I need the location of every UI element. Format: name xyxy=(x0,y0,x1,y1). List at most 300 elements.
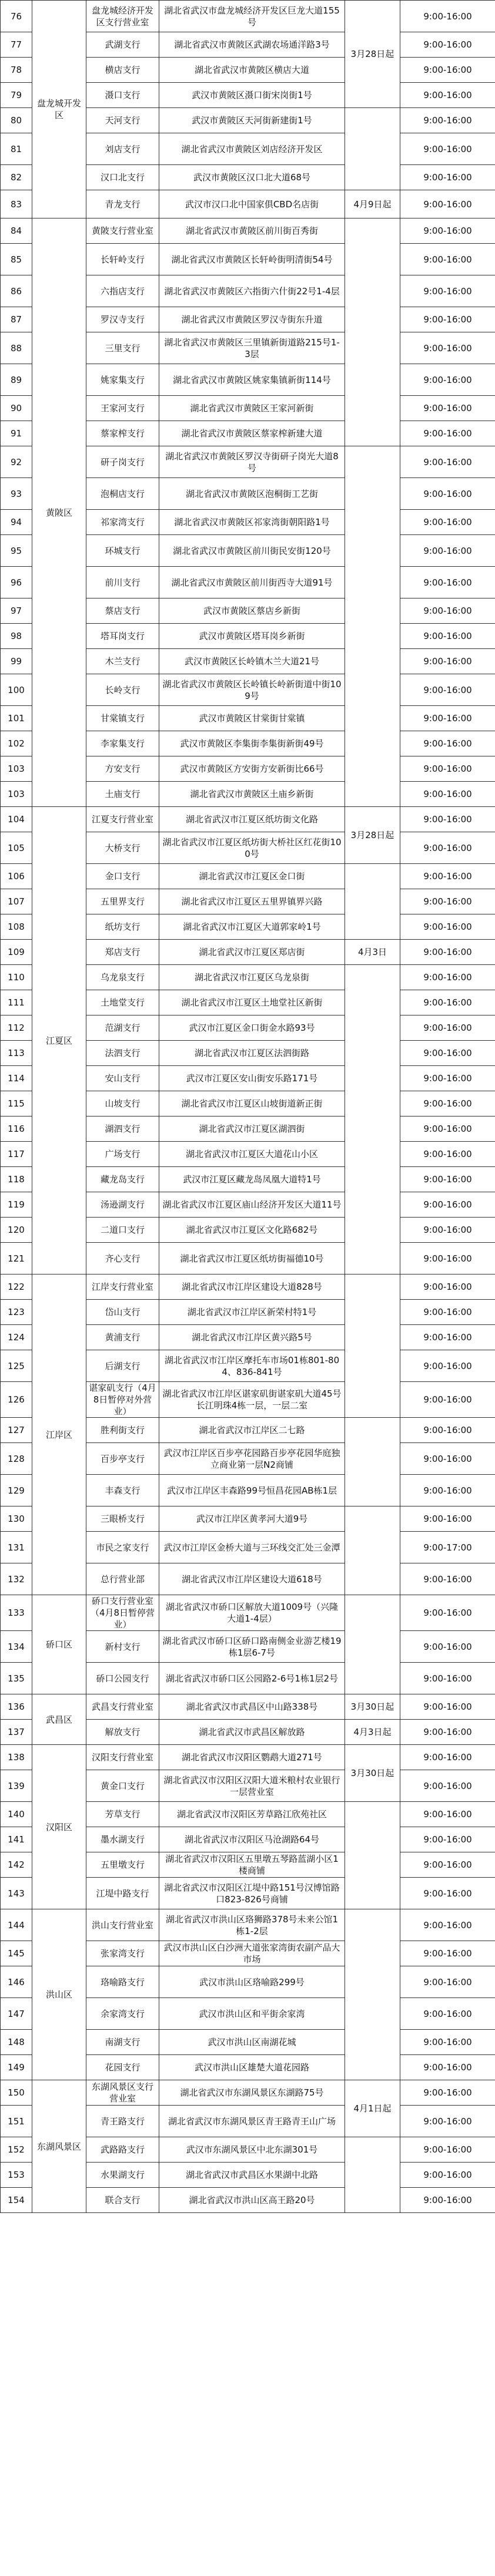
business-hours: 9:00-16:00 xyxy=(400,307,495,332)
branch-address: 湖北省武汉市东湖风景区东湖路75号 xyxy=(159,2080,345,2106)
business-hours: 9:00-16:00 xyxy=(400,133,495,165)
branch-address: 武汉市黄陂区方安街方安新街比66号 xyxy=(159,756,345,782)
start-date xyxy=(345,864,400,940)
row-number: 83 xyxy=(1,190,32,218)
business-hours: 9:00-16:00 xyxy=(400,1663,495,1694)
branch-name: 花园支行 xyxy=(86,2055,159,2080)
branch-address: 湖北省武汉市江夏区庙山经济开发区大道11号 xyxy=(159,1192,345,1218)
branch-name: 谌家矶支行（4月8日暂停对外营业） xyxy=(86,1382,159,1418)
branch-name: 联合支行 xyxy=(86,2188,159,2213)
district-cell: 江夏区 xyxy=(32,807,86,1274)
row-number: 129 xyxy=(1,1475,32,1506)
branch-name: 山坡支行 xyxy=(86,1091,159,1117)
branch-name: 李家集支行 xyxy=(86,731,159,756)
branch-address: 湖北省武汉市江岸区建设大道828号 xyxy=(159,1274,345,1300)
row-number: 116 xyxy=(1,1117,32,1142)
business-hours: 9:00-16:00 xyxy=(400,1563,495,1595)
business-hours: 9:00-16:00 xyxy=(400,2030,495,2055)
row-number: 135 xyxy=(1,1663,32,1694)
table-row xyxy=(1,2080,495,2106)
start-date xyxy=(345,1802,400,1909)
branch-address: 湖北省武汉市黄陂区祁家湾街朝阳路1号 xyxy=(159,510,345,535)
branch-name: 姚家集支行 xyxy=(86,364,159,396)
branch-name: 三眼桥支行 xyxy=(86,1506,159,1532)
business-hours: 9:00-16:00 xyxy=(400,165,495,190)
row-number: 100 xyxy=(1,674,32,706)
branch-name: 三里支行 xyxy=(86,332,159,364)
branch-address: 武汉市黄陂区塔耳岗乡新街 xyxy=(159,624,345,649)
business-hours: 9:00-16:00 xyxy=(400,889,495,914)
start-date: 3月28日起 xyxy=(345,1,400,108)
branch-address: 湖北省武汉市汉阳区芳草路江欣苑社区 xyxy=(159,1802,345,1827)
branch-address: 湖北省武汉市江夏区纸坊街大桥社区红花街100号 xyxy=(159,832,345,864)
branch-name: 土庙支行 xyxy=(86,782,159,807)
business-hours: 9:00-16:00 xyxy=(400,218,495,244)
business-hours: 9:00-16:00 xyxy=(400,1015,495,1041)
branch-address: 湖北省武汉市黄陂区蔡家榨新建大道 xyxy=(159,421,345,446)
table-row xyxy=(1,1694,495,1720)
branch-address: 湖北省武汉市武昌区中山路338号 xyxy=(159,1694,345,1720)
branch-name: 汉阳支行营业室 xyxy=(86,1745,159,1770)
row-number: 103 xyxy=(1,782,32,807)
branch-address: 湖北省武汉市江夏区纸坊街福德10号 xyxy=(159,1243,345,1274)
business-hours: 9:00-16:00 xyxy=(400,706,495,731)
row-number: 114 xyxy=(1,1066,32,1091)
business-hours: 9:00-16:00 xyxy=(400,1218,495,1243)
row-number: 115 xyxy=(1,1091,32,1117)
branch-address: 武汉市江岸区黄孝河大道9号 xyxy=(159,1506,345,1532)
business-hours: 9:00-16:00 xyxy=(400,1966,495,1998)
branch-address: 湖北省武汉市黄陂区六指街六什街22号1-4层 xyxy=(159,275,345,307)
branch-name: 水果湖支行 xyxy=(86,2163,159,2188)
branch-name: 汤逊湖支行 xyxy=(86,1192,159,1218)
branch-address: 湖北省武汉市江夏区金口街 xyxy=(159,864,345,889)
branch-name: 墨水湖支行 xyxy=(86,1827,159,1852)
branch-name: 湖泗支行 xyxy=(86,1117,159,1142)
row-number: 120 xyxy=(1,1218,32,1243)
branch-address: 湖北省武汉市黄陂区武湖农场通洋路3号 xyxy=(159,32,345,58)
branch-name: 解放支行 xyxy=(86,1720,159,1745)
branch-address: 武汉市洪山区雄楚大道花园路 xyxy=(159,2055,345,2080)
district-cell: 东湖风景区 xyxy=(32,2080,86,2213)
branch-name: 新村支行 xyxy=(86,1631,159,1663)
business-hours: 9:00-16:00 xyxy=(400,1,495,32)
row-number: 112 xyxy=(1,1015,32,1041)
business-hours: 9:00-16:00 xyxy=(400,1878,495,1909)
business-hours: 9:00-16:00 xyxy=(400,32,495,58)
branch-name: 洪山支行营业室 xyxy=(86,1909,159,1941)
branch-address: 湖北省武汉市江岸区谌家矶街谌家矶大道45号长江明珠4栋一层，一层二室 xyxy=(159,1382,345,1418)
business-hours: 9:00-16:00 xyxy=(400,807,495,832)
row-number: 146 xyxy=(1,1966,32,1998)
branch-address: 湖北省武汉市江岸区新荣村特1号 xyxy=(159,1300,345,1325)
start-date xyxy=(345,218,400,446)
row-number: 90 xyxy=(1,396,32,421)
branch-name: 市民之家支行 xyxy=(86,1532,159,1563)
business-hours: 9:00-16:00 xyxy=(400,1142,495,1167)
row-number: 110 xyxy=(1,965,32,990)
branch-address: 湖北省武汉市江夏区郑店街 xyxy=(159,940,345,965)
district-cell: 汉阳区 xyxy=(32,1745,86,1909)
row-number: 95 xyxy=(1,535,32,567)
branch-address: 湖北省武汉市汉阳区马沧湖路64号 xyxy=(159,1827,345,1852)
table-row xyxy=(1,218,495,244)
branch-address: 湖北省武汉市江夏区法泗街路 xyxy=(159,1041,345,1066)
branch-table-body xyxy=(1,1,495,2213)
branch-address: 武汉市江夏区安山街安乐路171号 xyxy=(159,1066,345,1091)
branch-name: 江夏支行营业室 xyxy=(86,807,159,832)
row-number: 102 xyxy=(1,731,32,756)
branch-name: 塔耳岗支行 xyxy=(86,624,159,649)
business-hours: 9:00-16:00 xyxy=(400,1167,495,1192)
branch-address: 湖北省武汉市黄陂区姚家集镇新街114号 xyxy=(159,364,345,396)
branch-address: 湖北省武汉市江夏区纸坊街文化路 xyxy=(159,807,345,832)
branch-name: 研子岗支行 xyxy=(86,446,159,478)
start-date: 4月9日起 xyxy=(345,190,400,218)
business-hours: 9:00-16:00 xyxy=(400,731,495,756)
row-number: 153 xyxy=(1,2163,32,2188)
business-hours: 9:00-16:00 xyxy=(400,510,495,535)
branch-address: 武汉市江岸区金桥大道与三环线交汇处三金潭 xyxy=(159,1532,345,1563)
row-number: 86 xyxy=(1,275,32,307)
branch-name: 五里界支行 xyxy=(86,889,159,914)
district-cell: 盘龙城开发区 xyxy=(32,1,86,218)
row-number: 137 xyxy=(1,1720,32,1745)
branch-address: 湖北省武汉市黄陂区土庙乡新街 xyxy=(159,782,345,807)
business-hours: 9:00-16:00 xyxy=(400,1300,495,1325)
branch-name: 黄陂支行营业室 xyxy=(86,218,159,244)
branch-name: 木兰支行 xyxy=(86,649,159,674)
branch-address: 武汉市黄陂区甘棠街甘棠镇 xyxy=(159,706,345,731)
branch-address: 湖北省武汉市黄陂区王家河新街 xyxy=(159,396,345,421)
branch-address: 武汉市江岸区百步亭花园路百步亭花园华庭独立商业第一层N2商铺 xyxy=(159,1443,345,1475)
branch-name: 法泗支行 xyxy=(86,1041,159,1066)
business-hours: 9:00-16:00 xyxy=(400,1745,495,1770)
row-number: 104 xyxy=(1,807,32,832)
district-cell: 洪山区 xyxy=(32,1909,86,2080)
branch-address: 湖北省武汉市黄陂区长岭镇长岭新街道中街109号 xyxy=(159,674,345,706)
branch-name: 江岸支行营业室 xyxy=(86,1274,159,1300)
start-date xyxy=(345,108,400,190)
branch-name: 土地堂支行 xyxy=(86,990,159,1015)
business-hours: 9:00-16:00 xyxy=(400,1909,495,1941)
row-number: 84 xyxy=(1,218,32,244)
branch-address: 武汉市江岸区丰森路99号恒昌花园AB栋1层 xyxy=(159,1475,345,1506)
row-number: 113 xyxy=(1,1041,32,1066)
branch-address: 湖北省武汉市江夏区乌龙泉街 xyxy=(159,965,345,990)
business-hours: 9:00-16:00 xyxy=(400,914,495,940)
branch-name: 方安支行 xyxy=(86,756,159,782)
business-hours: 9:00-16:00 xyxy=(400,1274,495,1300)
branch-address: 武汉市汉口北中国家俱CBD名店街 xyxy=(159,190,345,218)
branch-address: 武汉市洪山区和平街余家湾 xyxy=(159,1998,345,2030)
branch-address: 湖北省武汉市黄陂区横店大道 xyxy=(159,58,345,83)
branch-name: 泡桐店支行 xyxy=(86,478,159,510)
branch-name: 长岭支行 xyxy=(86,674,159,706)
branch-address: 武汉市黄陂区蔡店乡新街 xyxy=(159,598,345,624)
business-hours: 9:00-16:00 xyxy=(400,940,495,965)
district-cell: 黄陂区 xyxy=(32,218,86,807)
row-number: 99 xyxy=(1,649,32,674)
row-number: 139 xyxy=(1,1770,32,1802)
business-hours: 9:00-16:00 xyxy=(400,1770,495,1802)
row-number: 76 xyxy=(1,1,32,32)
row-number: 128 xyxy=(1,1443,32,1475)
business-hours: 9:00-16:00 xyxy=(400,649,495,674)
branch-name: 金口支行 xyxy=(86,864,159,889)
branch-address: 湖北省武汉市江夏区五里界镇界兴路 xyxy=(159,889,345,914)
district-cell: 武昌区 xyxy=(32,1694,86,1745)
branch-address: 湖北省武汉市黄陂区罗汉寺街研子岗光大道8号 xyxy=(159,446,345,478)
branch-name: 前川支行 xyxy=(86,567,159,598)
branch-address: 武汉市江夏区金口街金水路93号 xyxy=(159,1015,345,1041)
row-number: 105 xyxy=(1,832,32,864)
branch-address: 湖北省武汉市黄陂区前川街百秀街 xyxy=(159,218,345,244)
business-hours: 9:00-16:00 xyxy=(400,1325,495,1350)
district-cell: 硚口区 xyxy=(32,1595,86,1694)
branch-address: 湖北省武汉市江岸区二七路 xyxy=(159,1418,345,1443)
row-number: 119 xyxy=(1,1192,32,1218)
branch-name: 二道口支行 xyxy=(86,1218,159,1243)
branch-name: 东湖风景区支行营业室 xyxy=(86,2080,159,2106)
branch-name: 天河支行 xyxy=(86,108,159,133)
branch-address: 湖北省武汉市汉阳区五里墩五琴路蓝湖小区1楼商铺 xyxy=(159,1852,345,1878)
row-number: 80 xyxy=(1,108,32,133)
start-date xyxy=(345,965,400,1274)
branch-address: 湖北省武汉市江夏区大道郭家岭1号 xyxy=(159,914,345,940)
branch-name: 广场支行 xyxy=(86,1142,159,1167)
branch-name: 后湖支行 xyxy=(86,1350,159,1382)
row-number: 133 xyxy=(1,1595,32,1631)
business-hours: 9:00-16:00 xyxy=(400,1192,495,1218)
branch-name: 硚口支行营业室（4月8日暂停营业） xyxy=(86,1595,159,1631)
start-date: 4月3日起 xyxy=(345,1720,400,1745)
business-hours: 9:00-16:00 xyxy=(400,446,495,478)
branch-address: 湖北省武汉市黄陂区罗汉寺街东升道 xyxy=(159,307,345,332)
branch-address: 武汉市黄陂区李集街李集街新街49号 xyxy=(159,731,345,756)
row-number: 111 xyxy=(1,990,32,1015)
start-date: 3月30日起 xyxy=(345,1745,400,1802)
business-hours: 9:00-16:00 xyxy=(400,1631,495,1663)
business-hours: 9:00-16:00 xyxy=(400,1066,495,1091)
business-hours: 9:00-16:00 xyxy=(400,1720,495,1745)
branch-address: 武汉市洪山区珞喻路299号 xyxy=(159,1966,345,1998)
branch-name: 青王路支行 xyxy=(86,2106,159,2137)
business-hours: 9:00-16:00 xyxy=(400,624,495,649)
branch-name: 甘棠镇支行 xyxy=(86,706,159,731)
branch-address: 湖北省武汉市江夏区大道花山小区 xyxy=(159,1142,345,1167)
branch-name: 大桥支行 xyxy=(86,832,159,864)
branch-name: 环城支行 xyxy=(86,535,159,567)
business-hours: 9:00-16:00 xyxy=(400,1802,495,1827)
branch-name: 珞喻路支行 xyxy=(86,1966,159,1998)
branch-name: 纸坊支行 xyxy=(86,914,159,940)
row-number: 123 xyxy=(1,1300,32,1325)
row-number: 109 xyxy=(1,940,32,965)
start-date: 3月28日起 xyxy=(345,807,400,864)
row-number: 107 xyxy=(1,889,32,914)
row-number: 150 xyxy=(1,2080,32,2106)
branch-name: 盘龙城经济开发区支行营业室 xyxy=(86,1,159,32)
row-number: 96 xyxy=(1,567,32,598)
branch-name: 罗汉寺支行 xyxy=(86,307,159,332)
row-number: 92 xyxy=(1,446,32,478)
row-number: 122 xyxy=(1,1274,32,1300)
branch-name: 滠口支行 xyxy=(86,83,159,108)
row-number: 144 xyxy=(1,1909,32,1941)
business-hours: 9:00-16:00 xyxy=(400,1852,495,1878)
row-number: 106 xyxy=(1,864,32,889)
branch-name: 王家河支行 xyxy=(86,396,159,421)
row-number: 130 xyxy=(1,1506,32,1532)
branch-name: 六指店支行 xyxy=(86,275,159,307)
row-number: 98 xyxy=(1,624,32,649)
business-hours: 9:00-16:00 xyxy=(400,58,495,83)
branch-name: 安山支行 xyxy=(86,1066,159,1091)
branch-name: 南湖支行 xyxy=(86,2030,159,2055)
branch-address: 湖北省武汉市黄陂区三里镇新街道路215号1-3层 xyxy=(159,332,345,364)
branch-address: 湖北省武汉市江岸区建设大道618号 xyxy=(159,1563,345,1595)
business-hours: 9:00-16:00 xyxy=(400,832,495,864)
branch-address: 湖北省武汉市洪山区珞狮路378号未来公馆1栋1-2层 xyxy=(159,1909,345,1941)
business-hours: 9:00-16:00 xyxy=(400,1694,495,1720)
row-number: 89 xyxy=(1,364,32,396)
business-hours: 9:00-16:00 xyxy=(400,190,495,218)
district-cell: 江岸区 xyxy=(32,1274,86,1595)
row-number: 127 xyxy=(1,1418,32,1443)
branch-name: 郑店支行 xyxy=(86,940,159,965)
business-hours: 9:00-16:00 xyxy=(400,1941,495,1966)
row-number: 126 xyxy=(1,1382,32,1418)
branch-name: 横店支行 xyxy=(86,58,159,83)
row-number: 143 xyxy=(1,1878,32,1909)
branch-name: 齐心支行 xyxy=(86,1243,159,1274)
branch-name: 武昌支行营业室 xyxy=(86,1694,159,1720)
business-hours: 9:00-16:00 xyxy=(400,1117,495,1142)
branch-name: 范湖支行 xyxy=(86,1015,159,1041)
business-hours: 9:00-16:00 xyxy=(400,1443,495,1475)
business-hours: 9:00-16:00 xyxy=(400,1382,495,1418)
business-hours: 9:00-16:00 xyxy=(400,1827,495,1852)
row-number: 101 xyxy=(1,706,32,731)
branch-name: 乌龙泉支行 xyxy=(86,965,159,990)
row-number: 145 xyxy=(1,1941,32,1966)
start-date xyxy=(345,1418,400,1506)
row-number: 124 xyxy=(1,1325,32,1350)
business-hours: 9:00-16:00 xyxy=(400,364,495,396)
branch-address: 湖北省武汉市汉阳区鹦鹉大道271号 xyxy=(159,1745,345,1770)
business-hours: 9:00-16:00 xyxy=(400,244,495,275)
branch-name: 硚口公园支行 xyxy=(86,1663,159,1694)
branch-address: 武汉市洪山区白沙洲大道张家湾街农副产品大市场 xyxy=(159,1941,345,1966)
business-hours: 9:00-16:00 xyxy=(400,83,495,108)
row-number: 132 xyxy=(1,1563,32,1595)
row-number: 88 xyxy=(1,332,32,364)
business-hours: 9:00-16:00 xyxy=(400,674,495,706)
branch-name: 芳草支行 xyxy=(86,1802,159,1827)
row-number: 131 xyxy=(1,1532,32,1563)
branch-name: 百步亭支行 xyxy=(86,1443,159,1475)
branch-name: 岱山支行 xyxy=(86,1300,159,1325)
business-hours: 9:00-16:00 xyxy=(400,1091,495,1117)
branch-address: 湖北省武汉市洪山区高王路20号 xyxy=(159,2188,345,2213)
row-number: 151 xyxy=(1,2106,32,2137)
branch-name: 张家湾支行 xyxy=(86,1941,159,1966)
business-hours: 9:00-16:00 xyxy=(400,108,495,133)
row-number: 94 xyxy=(1,510,32,535)
branch-name: 长轩岭支行 xyxy=(86,244,159,275)
branch-address: 湖北省武汉市江夏区山坡街道新正街 xyxy=(159,1091,345,1117)
row-number: 79 xyxy=(1,83,32,108)
branch-name: 黄金口支行 xyxy=(86,1770,159,1802)
row-number: 91 xyxy=(1,421,32,446)
business-hours: 9:00-16:00 xyxy=(400,782,495,807)
table-row xyxy=(1,1595,495,1631)
business-hours: 9:00-16:00 xyxy=(400,2188,495,2213)
business-hours: 9:00-16:00 xyxy=(400,275,495,307)
row-number: 78 xyxy=(1,58,32,83)
business-hours: 9:00-16:00 xyxy=(400,1243,495,1274)
business-hours: 9:00-16:00 xyxy=(400,1475,495,1506)
branch-address: 湖北省武汉市黄陂区前川街民安街120号 xyxy=(159,535,345,567)
row-number: 87 xyxy=(1,307,32,332)
business-hours: 9:00-16:00 xyxy=(400,1506,495,1532)
business-hours: 9:00-16:00 xyxy=(400,756,495,782)
business-hours: 9:00-16:00 xyxy=(400,1418,495,1443)
start-date xyxy=(345,1274,400,1418)
branch-address: 武汉市黄陂区长岭镇木兰大道21号 xyxy=(159,649,345,674)
table-row xyxy=(1,1745,495,1770)
start-date xyxy=(345,1506,400,1595)
row-number: 141 xyxy=(1,1827,32,1852)
row-number: 121 xyxy=(1,1243,32,1274)
start-date: 4月1日起 xyxy=(345,2080,400,2137)
branch-name: 青龙支行 xyxy=(86,190,159,218)
business-hours: 9:00-16:00 xyxy=(400,1041,495,1066)
row-number: 103 xyxy=(1,756,32,782)
branch-address: 武汉市黄陂区天河街新建街1号 xyxy=(159,108,345,133)
table-row xyxy=(1,1909,495,1941)
branch-name: 胜利街支行 xyxy=(86,1418,159,1443)
business-hours: 9:00-16:00 xyxy=(400,965,495,990)
branch-address: 湖北省武汉市硚口区解放大道1009号（兴隆大道1-4层） xyxy=(159,1595,345,1631)
business-hours: 9:00-16:00 xyxy=(400,1998,495,2030)
branch-name: 刘店支行 xyxy=(86,133,159,165)
business-hours: 9:00-16:00 xyxy=(400,478,495,510)
business-hours: 9:00-16:00 xyxy=(400,598,495,624)
row-number: 136 xyxy=(1,1694,32,1720)
start-date xyxy=(345,2137,400,2213)
row-number: 147 xyxy=(1,1998,32,2030)
branch-address: 湖北省武汉市江夏区湖泗街 xyxy=(159,1117,345,1142)
row-number: 138 xyxy=(1,1745,32,1770)
row-number: 154 xyxy=(1,2188,32,2213)
row-number: 108 xyxy=(1,914,32,940)
branch-name: 蔡店支行 xyxy=(86,598,159,624)
branch-address: 武汉市东湖风景区中北东湖301号 xyxy=(159,2137,345,2163)
row-number: 81 xyxy=(1,133,32,165)
business-hours: 9:00-16:00 xyxy=(400,396,495,421)
business-hours: 9:00-16:00 xyxy=(400,332,495,364)
branch-address: 湖北省武汉市黄陂区长轩岭街明清街54号 xyxy=(159,244,345,275)
business-hours: 9:00-16:00 xyxy=(400,2080,495,2106)
branch-name: 武路路支行 xyxy=(86,2137,159,2163)
branch-name: 汉口北支行 xyxy=(86,165,159,190)
branch-name: 余家湾支行 xyxy=(86,1998,159,2030)
branch-address: 湖北省武汉市江夏区文化路682号 xyxy=(159,1218,345,1243)
branch-address: 湖北省武汉市黄陂区前川街西寺大道91号 xyxy=(159,567,345,598)
business-hours: 9:00-16:00 xyxy=(400,2163,495,2188)
